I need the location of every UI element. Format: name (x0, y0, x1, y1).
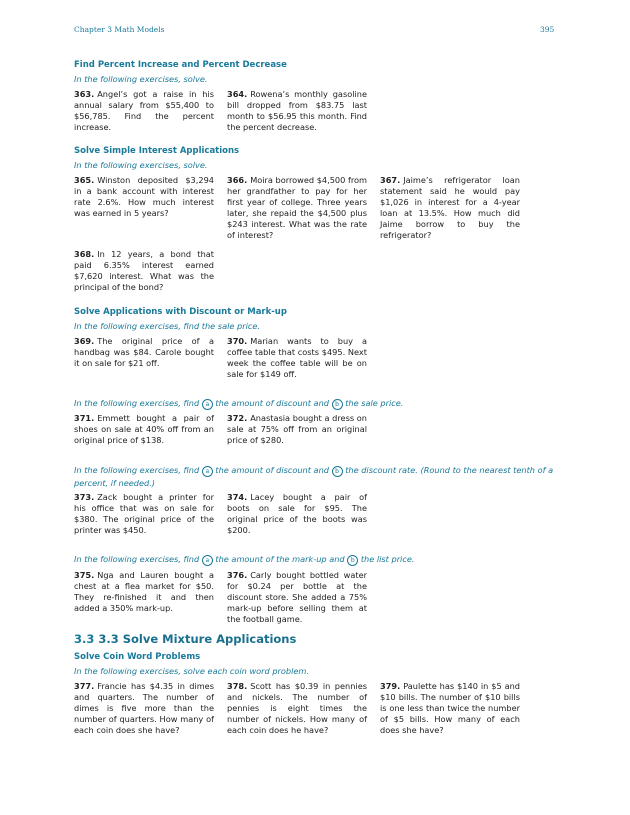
exercise-370: 370. Marian wants to buy a coffee table that costs $495. Next week the coffee table will be on sale for $149 off. (227, 336, 367, 379)
instruction-discount-rate: In the following exercises, find a the amount of discount and b the discount rate. (Round to the nearest tenth of a percent, if needed.) (74, 465, 554, 488)
exercise-364: 364. Rowena’s monthly gasoline bill dropped from $83.75 last month to $56.95 this month. Find the percent decrease. (227, 89, 367, 132)
instruction-sale-price: In the following exercises, find the sale price. (74, 321, 260, 331)
exercise-375: 375. Nga and Lauren bought a chest at a flea market for $50. They re-finished it and then added a 350% mark-up. (74, 570, 214, 613)
exercise-376: 376. Carly bought bottled water for $0.24 per bottle at the discount store. She added a 75% mark-up before selling them at the football game. (227, 570, 367, 624)
marker-a-icon: a (202, 466, 213, 477)
exercise-374: 374. Lacey bought a pair of boots on sale for $95. The original price of the boots was $200. (227, 492, 367, 535)
marker-a-icon: a (202, 555, 213, 566)
section-title-discount: Solve Applications with Discount or Mark-up (74, 307, 287, 317)
page-number: 395 (540, 25, 555, 34)
exercise-369: 369. The original price of a handbag was $84. Carole bought it on sale for $21 off. (74, 336, 214, 368)
exercise-377: 377. Francie has $4.35 in dimes and quarters. The number of dimes is five more than the number of quarters. How many of each coin does she have? (74, 681, 214, 735)
marker-b-icon: b (347, 555, 358, 566)
instruction-percent: In the following exercises, solve. (74, 74, 208, 84)
marker-b-icon: b (332, 466, 343, 477)
exercise-379: 379. Paulette has $140 in $5 and $10 bills. The number of $10 bills is one less than twice the number of $5 bills. How many of each does she have? (380, 681, 520, 735)
instruction-coin: In the following exercises, solve each coin word problem. (74, 666, 309, 676)
instruction-markup: In the following exercises, find a the amount of the mark-up and b the list price. (74, 554, 415, 564)
exercise-373: 373. Zack bought a printer for his office that was on sale for $380. The original price of the printer was $450. (74, 492, 214, 535)
section-heading-mixture: 3.3 3.3 Solve Mixture Applications (74, 632, 297, 646)
exercise-368: 368. In 12 years, a bond that paid 6.35% interest earned $7,620 interest. What was the principal of the bond? (74, 249, 214, 292)
exercise-367: 367. Jaime’s refrigerator loan statement said he would pay $1,026 in interest for a 4-year loan at 13.5%. How much did Jaime borrow to buy the refrigerator? (380, 175, 520, 240)
marker-b-icon: b (332, 399, 343, 410)
exercise-372: 372. Anastasia bought a dress on sale at 75% off from an original price of $280. (227, 413, 367, 445)
exercise-371: 371. Emmett bought a pair of shoes on sale at 40% off from an original price of $138. (74, 413, 214, 445)
marker-a-icon: a (202, 399, 213, 410)
exercise-366: 366. Moira borrowed $4,500 from her grandfather to pay for her first year of college. Three years later, she repaid the $4,500 plus $243 interest. What was the rate of interest? (227, 175, 367, 240)
section-title-interest: Solve Simple Interest Applications (74, 146, 240, 156)
chapter-header: Chapter 3 Math Models (74, 25, 165, 34)
exercise-363: 363. Angel’s got a raise in his annual salary from $55,400 to $56,785. Find the percent increase. (74, 89, 214, 132)
subsection-coin: Solve Coin Word Problems (74, 652, 201, 662)
instruction-interest: In the following exercises, solve. (74, 160, 208, 170)
section-title-percent: Find Percent Increase and Percent Decrease (74, 60, 287, 70)
exercise-378: 378. Scott has $0.39 in pennies and nickels. The number of pennies is eight times the number of nickels. How many of each coin does he have? (227, 681, 367, 735)
instruction-discount-sale: In the following exercises, find a the amount of discount and b the sale price. (74, 398, 404, 408)
exercise-365: 365. Winston deposited $3,294 in a bank account with interest rate 2.6%. How much interest was earned in 5 years? (74, 175, 214, 218)
